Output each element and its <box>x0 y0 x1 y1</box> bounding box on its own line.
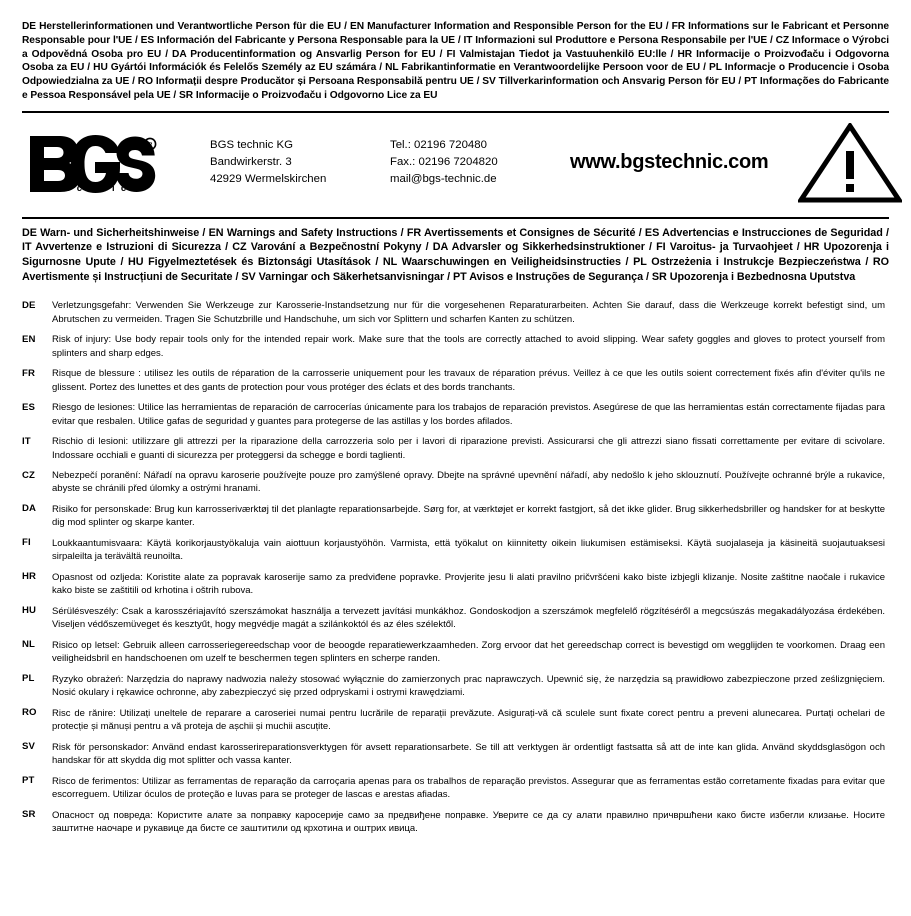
language-code: HU <box>22 605 37 617</box>
list-item <box>22 469 889 496</box>
company-fax: Fax.: 02196 7204820 <box>390 156 498 169</box>
language-text: Verletzungsgefahr: Verwenden Sie Werkzeuge zur Karosserie-Instandsetzung nur für die vorgesehenen Reparaturarbeiten. Achten Sie darauf, dass die Werkzeuge korrekt befestigt sind, um Abrutschen zu vermeiden. Tragen Sie Schutzbrille und Handschuhe, um sich vor Splittern und scharfen Kanten zu schützen. <box>52 300 885 325</box>
language-code: DA <box>22 503 37 515</box>
language-code: ES <box>22 401 35 413</box>
list-item <box>22 401 889 428</box>
language-code: RO <box>22 707 37 719</box>
company-website: www.bgstechnic.com <box>570 151 769 174</box>
language-code: FI <box>22 537 31 549</box>
language-text: Rischio di lesioni: utilizzare gli attrezzi per la riparazione della carrozzeria solo per i lavori di riparazione previsti. Assicurarsi che gli attrezzi siano fissati correttamente per evitare di scivolare. Indossare occhiali e guanti di sicurezza per proteggersi da schegge e bordi taglienti. <box>52 436 885 461</box>
safety-instructions-list <box>22 299 889 836</box>
divider-middle <box>22 217 889 219</box>
manufacturer-information-heading: DE Herstellerinformationen und Verantwortliche Person für die EU / EN Manufacturer Information and Responsible Person for the EU / FR Informations sur le Fabricant et Personne Responsable pour l'UE / ES Información del Fabricante y Persona Responsable para la UE / IT Informazioni sul Produttore e Persona Responsabile per l'UE / CZ Informace o Výrobci a Odpovědná Osoba pro EU / DA Producentinformation og Ansvarlig Person for EU / FI Valmistajan Tiedot ja Vastuuhenkilö EU:lle / HR Informacije o Proizvođaču i Odgovorna Osoba za EU / HU Gyártói Információk és Felelős Személy az EU számára / NL Fabrikantinformatie en Verantwoordelijke Persoon voor de EU / PL Informacje o Producencie i Osoba Odpowiedzialna za UE / RO Informații despre Producător și Persoana Responsabilă pentru UE / SV Tillverkarinformation och Ansvarig Person för EU / PT Informações do Fabricante e Pessoa Responsável pela UE / SR Informacije o Proizvođaču i Odgovorno Lice za EU <box>22 21 889 101</box>
language-text: Risiko for personskade: Brug kun karrosseriværktøj til det planlagte reparationsarbejde. Sørg for, at værktøjet er korrekt fastgjort, så det ikke glider. Brug sikkerhedsbriller og handsker for at beskytte dig mod splinter og skarpe kanter. <box>52 503 885 529</box>
list-item <box>22 707 889 734</box>
language-text: Opasnost od ozljeda: Koristite alate za popravak karoserije samo za predviđene popravke. Provjerite jesu li alati pravilno pričvršćeni kako biste izbjegli klizanje. Nosite zaštitne naočale i rukavice kako biste se zaštitili od krhotina i oštrih rubova. <box>52 571 885 597</box>
list-item <box>22 333 889 360</box>
language-code: FR <box>22 367 35 379</box>
company-name: BGS technic KG <box>210 138 293 151</box>
list-item <box>22 639 889 666</box>
list-item <box>22 435 889 462</box>
list-item <box>22 775 889 802</box>
language-code: IT <box>22 435 31 447</box>
language-code: CZ <box>22 469 35 481</box>
list-item <box>22 605 889 632</box>
language-code: EN <box>22 333 36 345</box>
language-text: Sérülésveszély: Csak a karosszériajavító szerszámokat használja a tervezett javítási munkákhoz. Gondoskodjon a szerszámok megfelelő rögzítéséről a megcsúszás megakadályozása érdekében. Viseljen védőszemüveget és kesztyűt, hogy megvédje magát a szilánkoktól és az éles szélektől. <box>52 605 885 631</box>
language-code: PT <box>22 775 35 787</box>
company-street: Bandwirkerstr. 3 <box>210 156 292 169</box>
language-text: Risc de rănire: Utilizați uneltele de reparare a caroseriei numai pentru lucrările de reparații prevăzute. Asigurați-vă că sculele sunt fixate corect pentru a preveni alunecarea. Purtați ochelari de protecție și mănuși pentru a vă proteja de așchii și muchii ascuțite. <box>52 707 885 733</box>
list-item <box>22 367 889 394</box>
language-text: Risque de blessure : utilisez les outils de réparation de la carrosserie uniquement pour les travaux de réparation prévus. Veillez à ce que les outils soient correctement fixés afin d'éviter qu'ils ne glissent. Portez des lunettes et des gants de protection pour vous protéger des éclats et des bords tranchants. <box>52 368 885 393</box>
language-code: SR <box>22 809 36 821</box>
list-item <box>22 673 889 700</box>
company-header <box>22 113 889 211</box>
list-item <box>22 809 889 836</box>
list-item <box>22 503 889 530</box>
warnings-and-safety-heading: DE Warn- und Sicherheitshinweise / EN Warnings and Safety Instructions / FR Avertissements et Consignes de Sécurité / ES Advertencias e Instrucciones de Seguridad / IT Avvertenze e Istruzioni di Sicurezza / CZ Varování a Bezpečnostní Pokyny / DA Advarsler og Sikkerhedsinstruktioner / FI Varoitus- ja Turvaohjeet / HR Upozorenja i Sigurnosne Upute / HU Figyelmeztetések és Biztonsági Utasítások / NL Waarschuwingen en Veiligheidsinstructies / PL Ostrzeżenia i Instrukcje Bezpieczeństwa / RO Avertismente și Instrucțiuni de Securitate / SV Varningar och Säkerhetsanvisningar / PT Avisos e Instruções de Segurança / SR Upozorenja i Bezbednosna Uputstva <box>22 226 889 284</box>
language-code: HR <box>22 571 37 583</box>
language-code: PL <box>22 673 35 685</box>
company-address <box>158 137 390 188</box>
bgs-logo <box>22 132 158 194</box>
language-text: Risco de ferimentos: Utilizar as ferramentas de reparação da carroçaria apenas para os trabalhos de reparação previstos. Assegurar que as ferramentas estão corretamente fixadas para evitar que escorreguem. Utilizar óculos de proteção e luvas para se proteger de lascas e arestas afiadas. <box>52 775 885 801</box>
warning-triangle-icon <box>798 123 904 203</box>
language-text: Nebezpečí poranění: Nářadí na opravu karoserie používejte pouze pro zamýšlené opravy. Dbejte na správné upevnění nářadí, aby nedošlo k jeho sklouznutí. Používejte ochranné brýle a rukavice, abyste se chránili před úlomky a ostrými hranami. <box>52 470 885 495</box>
company-email: mail@bgs-technic.de <box>390 173 497 186</box>
company-contact <box>390 137 570 188</box>
language-text: Ryzyko obrażeń: Narzędzia do naprawy nadwozia należy stosować wyłącznie do zamierzonych prac naprawczych. Upewnić się, że narzędzia są prawidłowo zabezpieczone przed ześlizgnięciem. Nosić okulary i rękawice ochronne, aby zabezpieczyć się przed odpryskami i ostrymi krawędziami. <box>52 673 885 699</box>
svg-text:t e c h n i c: t e c h n i c <box>56 181 128 193</box>
language-code: NL <box>22 639 35 651</box>
language-text: Опасност од повреда: Користите алате за поправку каросерије само за предвиђене поправке. Уверите се да су алати правилно причвршћени како бисте избегли клизање. Носите заштитне наочаре и рукавице да бисте се заштитили од крхотина и оштрих ивица. <box>52 809 885 835</box>
company-city: 42929 Wermelskirchen <box>210 173 327 186</box>
language-text: Loukkaantumisvaara: Käytä korikorjaustyökaluja vain aiottuun korjaustyöhön. Varmista, että työkalut on kiinnitetty oikein liukumisen estämiseksi. Käytä suojalaseja ja käsineitä suojautuaksesi sirpaleilta ja terävältä reunoilta. <box>52 537 885 563</box>
list-item <box>22 537 889 564</box>
language-code: DE <box>22 299 36 311</box>
language-text: Risico op letsel: Gebruik alleen carrosseriegereedschap voor de beoogde reparatiewerkzaamheden. Zorg ervoor dat het gereedschap correct is bevestigd om wegglijden te voorkomen. Draag een veiligheidsbril en handschoenen om uzelf te beschermen tegen splinters en scherpe randen. <box>52 639 885 665</box>
list-item <box>22 299 889 326</box>
list-item <box>22 741 889 768</box>
svg-text:R: R <box>147 139 153 150</box>
language-text: Risk för personskador: Använd endast karosserireparationsverktygen för avsett reparationsarbete. Se till att verktygen är ordentligt fastsatta så att de inte kan glida. Använd skyddsglasögon och handskar för att skydda dig mot splitter och vassa kanter. <box>52 741 885 767</box>
language-code: SV <box>22 741 35 753</box>
language-text: Riesgo de lesiones: Utilice las herramientas de reparación de carrocerías únicamente para los trabajos de reparación previstos. Asegúrese de que las herramientas están correctamente fijadas para evitar que resbalen. Utilice gafas de seguridad y guantes para protegerse de las astillas y los bordes afilados. <box>52 402 885 427</box>
language-text: Risk of injury: Use body repair tools only for the intended repair work. Make sure that the tools are correctly attached to avoid slipping. Wear safety goggles and gloves to protect yourself from splinters and sharp edges. <box>52 334 885 359</box>
list-item <box>22 571 889 598</box>
company-telephone: Tel.: 02196 720480 <box>390 138 487 151</box>
